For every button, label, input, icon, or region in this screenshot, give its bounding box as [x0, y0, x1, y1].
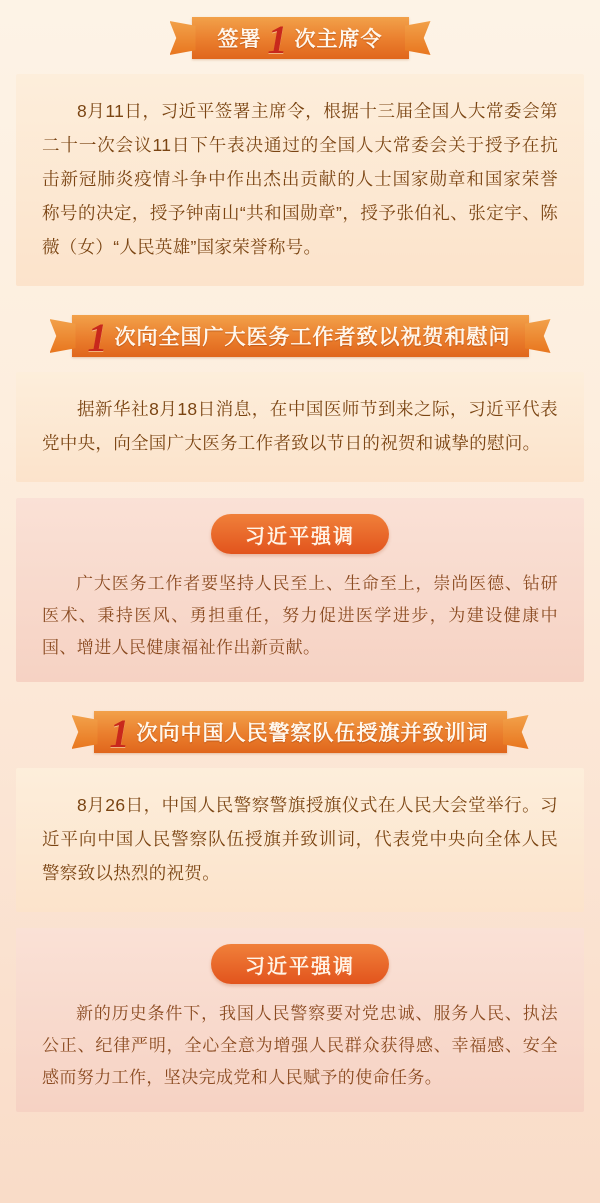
emphasis-quote: 广大医务工作者要坚持人民至上、生命至上，崇尚医德、钻研医术、秉持医风、勇担重任，努力促进医学进步，为建设健康中国、增进人民健康福祉作出新贡献。	[42, 574, 558, 657]
section-body-text: 据新华社8月18日消息，在中国医师节到来之际，习近平代表党中央，向全国广大医务工作者致以节日的祝贺和诚挚的慰问。	[42, 399, 558, 453]
banner-numeral: 1	[87, 315, 109, 360]
emphasis-label: 习近平强调	[245, 525, 355, 548]
emphasis-badge	[211, 514, 389, 554]
banner-suffix: 次向全国广大医务工作者致以祝贺和慰问	[114, 326, 511, 349]
emphasis-quote: 新的历史条件下，我国人民警察要对党忠诚、服务人民、执法公正、纪律严明，全心全意为增强人民群众获得感、幸福感、安全感而努力工作，坚决完成党和人民赋予的使命任务。	[42, 1004, 558, 1087]
emphasis-label: 习近平强调	[245, 955, 355, 978]
section-body-card	[16, 372, 584, 482]
banner-numeral: 1	[267, 17, 289, 62]
banner-numeral: 1	[109, 711, 131, 756]
emphasis-block	[16, 928, 584, 1112]
section-body-text: 8月11日，习近平签署主席令，根据十三届全国人大常委会第二十一次会议11日下午表决通过的全国人大常委会关于授予在抗击新冠肺炎疫情斗争中作出杰出贡献的人士国家勋章和国家荣誉称号的决定，授予钟南山“共和国勋章”，授予张伯礼、张定宇、陈薇（女）“人民英雄”国家荣誉称号。	[42, 101, 558, 257]
banner-suffix: 次主席令	[294, 28, 383, 51]
banner-prefix: 签署	[217, 28, 262, 51]
section-body-card	[16, 74, 584, 286]
banner-title	[82, 315, 511, 360]
banner-title	[217, 17, 383, 62]
section-greet-medical-workers	[0, 312, 600, 682]
banner-ribbon	[192, 17, 409, 62]
banner-suffix: 次向中国人民警察队伍授旗并致训词	[136, 722, 489, 745]
emphasis-block	[16, 498, 584, 682]
banner-title	[104, 711, 489, 756]
section-body-text: 8月26日，中国人民警察警旗授旗仪式在人民大会堂举行。习近平向中国人民警察队伍授旗并致训词，代表党中央向全体人民警察致以热烈的祝贺。	[42, 795, 558, 883]
section-sign-presidential-order	[0, 14, 600, 286]
emphasis-badge	[211, 944, 389, 984]
banner-ribbon	[94, 711, 507, 756]
section-banner	[0, 14, 600, 62]
section-police-flag-ceremony	[0, 708, 600, 1112]
section-body-card	[16, 768, 584, 912]
section-banner	[0, 708, 600, 756]
banner-ribbon	[72, 315, 529, 360]
section-banner	[0, 312, 600, 360]
